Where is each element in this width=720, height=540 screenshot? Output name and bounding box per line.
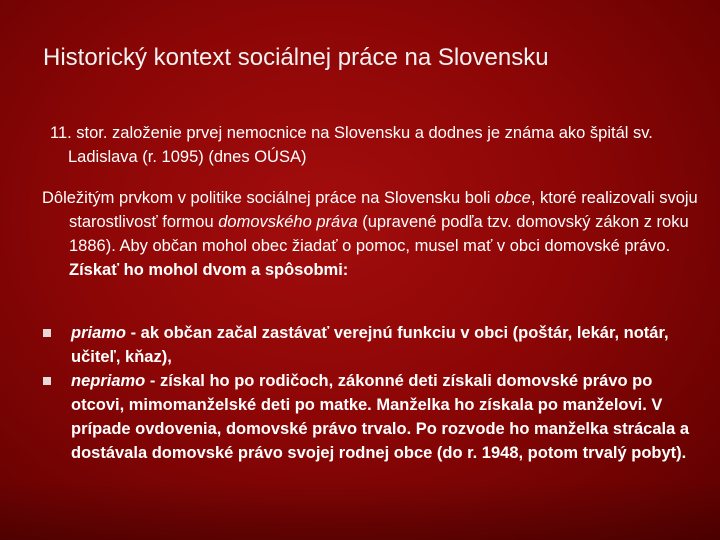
paragraph-hospital-history: 11. stor. založenie prvej nemocnice na Slovensku a dodnes je známa ako špitál sv. Ladislava (r. 1095) (dnes OÚSA) (50, 124, 653, 166)
list-item (42, 321, 692, 369)
paragraph-home-right (42, 186, 719, 282)
paragraph-bold-conclusion: Získať ho mohol dvom a spôsobmi: (69, 261, 349, 279)
list-item (42, 369, 692, 465)
bullet-lead-term: nepriamo (71, 372, 146, 390)
paragraph-text-part: Dôležitým prvkom v politike sociálnej práce na Slovensku boli (42, 189, 496, 207)
paragraph-text-part: , ktoré realizovali svoju starostlivosť formou (69, 189, 698, 231)
slide-title: Historický kontext sociálnej práce na Slovensku (43, 44, 549, 71)
square-bullet-icon (43, 329, 51, 337)
paragraph-text-part: (upravené podľa tzv. domovský zákon z roku 1886). Aby občan mohol obec žiadať o pomoc, musel mať v obci domovské právo. (69, 213, 689, 255)
emphasis-domovske-pravo: domovského práva (218, 213, 358, 231)
bullet-list (42, 321, 692, 465)
bullet-lead-term: priamo (71, 324, 127, 342)
bullet-text: - získal ho po rodičoch, zákonné deti získali domovské právo po otcovi, mimomanželské deti po matke. Manželka ho získala po manželovi. V prípade ovdovenia, domovské právo trvalo. Po rozvode ho manželka strácala a dostávala domovské právo svojej rodnej obce (do r. 1948, potom trvalý pobyt). (71, 372, 690, 462)
square-bullet-icon (43, 377, 51, 385)
bullet-text: - ak občan začal zastávať verejnú funkciu v obci (poštár, lekár, notár, učiteľ, kňaz), (71, 324, 669, 366)
emphasis-obce: obce (495, 189, 531, 207)
